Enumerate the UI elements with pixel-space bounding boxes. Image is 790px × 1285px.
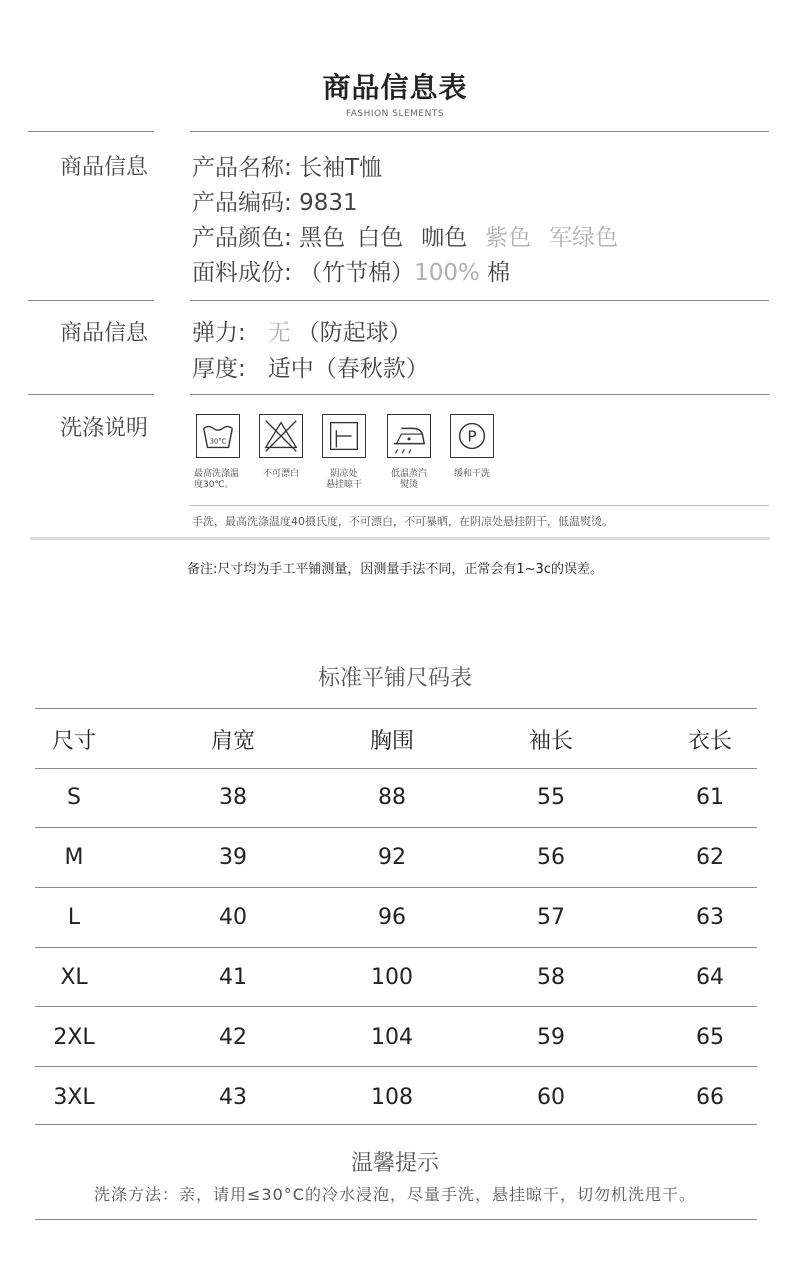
fabric-type: （竹节棉） xyxy=(299,260,415,286)
elasticity-label: 弹力: xyxy=(192,320,246,346)
table-cell: 55 xyxy=(537,785,565,810)
product-name-line xyxy=(192,149,382,182)
table-cell: XL xyxy=(60,965,88,990)
wash-temp-label: 30°C xyxy=(209,437,227,446)
care-caption-shade xyxy=(312,469,376,491)
care-caption-bleach xyxy=(249,469,313,480)
section-divider-right xyxy=(190,300,769,301)
table-cell: 108 xyxy=(371,1085,413,1110)
table-cell: L xyxy=(67,905,81,930)
care-caption-line: 缓和干洗 xyxy=(453,469,490,479)
product-name-value: 长袖T恤 xyxy=(299,155,383,181)
table-cell: 41 xyxy=(219,965,247,990)
table-row xyxy=(0,1025,790,1055)
color-black: 黑色 xyxy=(299,225,346,251)
table-cell: 39 xyxy=(219,845,247,870)
fabric-percent: 100% xyxy=(414,260,480,286)
elasticity-note: （防起球） xyxy=(296,320,412,346)
header-chest: 胸围 xyxy=(369,729,414,754)
table-row-divider xyxy=(35,887,757,888)
dry-in-shade-icon xyxy=(322,414,366,458)
thickness-label: 厚度: xyxy=(192,356,246,382)
care-caption-line: 最高洗涤温 xyxy=(194,469,240,479)
care-caption-line: 熨烫 xyxy=(399,480,418,490)
table-cell: 56 xyxy=(537,845,565,870)
size-table-title: 标准平铺尺码表 xyxy=(317,666,472,691)
elasticity-value: 无 xyxy=(267,320,291,346)
care-caption-iron xyxy=(377,469,441,491)
fabric-material: 棉 xyxy=(479,260,511,286)
table-cell: 58 xyxy=(537,965,565,990)
elasticity-line xyxy=(192,314,412,347)
table-row xyxy=(0,845,790,875)
table-row xyxy=(0,785,790,815)
no-bleach-icon xyxy=(259,414,303,458)
table-row-divider xyxy=(35,1006,757,1007)
table-row-divider xyxy=(35,827,757,828)
table-cell: 42 xyxy=(219,1025,247,1050)
product-code-value: 9831 xyxy=(299,190,358,216)
table-row-divider xyxy=(35,768,757,769)
table-header-row xyxy=(0,724,790,756)
header-size: 尺寸 xyxy=(51,729,96,754)
section-divider-left xyxy=(28,300,154,301)
section-end-divider xyxy=(30,537,770,540)
table-cell: 64 xyxy=(696,965,724,990)
table-row xyxy=(0,965,790,995)
thickness-line xyxy=(192,350,429,383)
section-divider-left xyxy=(28,394,154,395)
section-divider-right xyxy=(190,394,769,395)
care-caption-line: 不可漂白 xyxy=(262,469,299,479)
product-code-label: 产品编码: xyxy=(192,190,300,216)
dry-clean-p-icon xyxy=(450,414,494,458)
table-cell: S xyxy=(67,785,81,810)
fabric-label: 面料成份: xyxy=(192,260,300,286)
table-cell: 59 xyxy=(537,1025,565,1050)
table-cell: 63 xyxy=(696,905,724,930)
section-divider-right xyxy=(190,131,769,132)
thickness-value: 适中（春秋款） xyxy=(267,356,429,382)
table-row xyxy=(0,905,790,935)
header-sleeve: 袖长 xyxy=(528,729,573,754)
care-divider xyxy=(190,505,769,506)
table-row xyxy=(0,1085,790,1115)
product-name-label: 产品名称: xyxy=(192,155,300,181)
section-divider-left xyxy=(28,131,154,132)
table-cell: 65 xyxy=(696,1025,724,1050)
care-caption-line: 度30℃。 xyxy=(194,480,234,490)
care-caption-wash xyxy=(186,469,258,491)
section-label-product-info-2: 商品信息 xyxy=(60,321,149,346)
care-caption-line: 低温蒸汽 xyxy=(390,469,427,479)
table-row-divider xyxy=(35,947,757,948)
table-cell: 57 xyxy=(537,905,565,930)
table-cell: 66 xyxy=(696,1085,724,1110)
color-army-green: 军绿色 xyxy=(549,225,619,251)
product-color-label: 产品颜色: xyxy=(192,225,300,251)
table-cell: 3XL xyxy=(53,1085,95,1110)
care-caption-line: 悬挂晾干 xyxy=(325,480,362,490)
care-caption-dryclean xyxy=(440,469,504,480)
color-purple: 紫色 xyxy=(485,225,532,251)
table-bottom-border xyxy=(35,1124,757,1125)
tips-title: 温馨提示 xyxy=(350,1151,439,1176)
product-code-line xyxy=(192,184,358,217)
care-note: 手洗，最高洗涤温度40摄氏度，不可漂白，不可暴晒，在阴凉处悬挂阴干，低温熨烫。 xyxy=(192,515,613,528)
table-cell: 96 xyxy=(378,905,406,930)
color-coffee: 咖色 xyxy=(421,225,468,251)
table-cell: 104 xyxy=(371,1025,413,1050)
table-top-border xyxy=(35,708,757,709)
table-row-divider xyxy=(35,1066,757,1067)
table-cell: 40 xyxy=(219,905,247,930)
section-label-washing: 洗涤说明 xyxy=(60,416,149,441)
table-cell: 88 xyxy=(378,785,406,810)
wash-30-icon xyxy=(196,414,240,458)
table-cell: 62 xyxy=(696,845,724,870)
color-white: 白色 xyxy=(357,225,404,251)
table-cell: 61 xyxy=(696,785,724,810)
table-cell: 60 xyxy=(537,1085,565,1110)
care-caption-line: 阴凉处 xyxy=(330,469,358,479)
page-subtitle: FASHION SLEMENTS xyxy=(345,109,445,119)
tips-text: 洗涤方法：亲，请用≤30°C的冷水浸泡，尽量手洗，悬挂晾干，切勿机洗甩干。 xyxy=(94,1185,696,1204)
table-cell: 100 xyxy=(371,965,413,990)
table-cell: M xyxy=(64,845,84,870)
table-cell: 92 xyxy=(378,845,406,870)
page-title: 商品信息表 xyxy=(322,71,468,104)
table-cell: 38 xyxy=(219,785,247,810)
measurement-remark: 备注:尺寸均为手工平铺测量，因测量手法不同，正常会有1~3c的误差。 xyxy=(187,562,603,577)
header-shoulder: 肩宽 xyxy=(210,729,255,754)
table-cell: 43 xyxy=(219,1085,247,1110)
fabric-line xyxy=(192,254,510,287)
dry-clean-symbol: P xyxy=(467,427,477,446)
product-color-line xyxy=(192,219,618,252)
header-length: 衣长 xyxy=(687,729,732,754)
section-label-product-info: 商品信息 xyxy=(60,155,149,180)
footer-divider xyxy=(35,1219,757,1220)
low-iron-icon xyxy=(387,414,431,458)
table-cell: 2XL xyxy=(53,1025,95,1050)
